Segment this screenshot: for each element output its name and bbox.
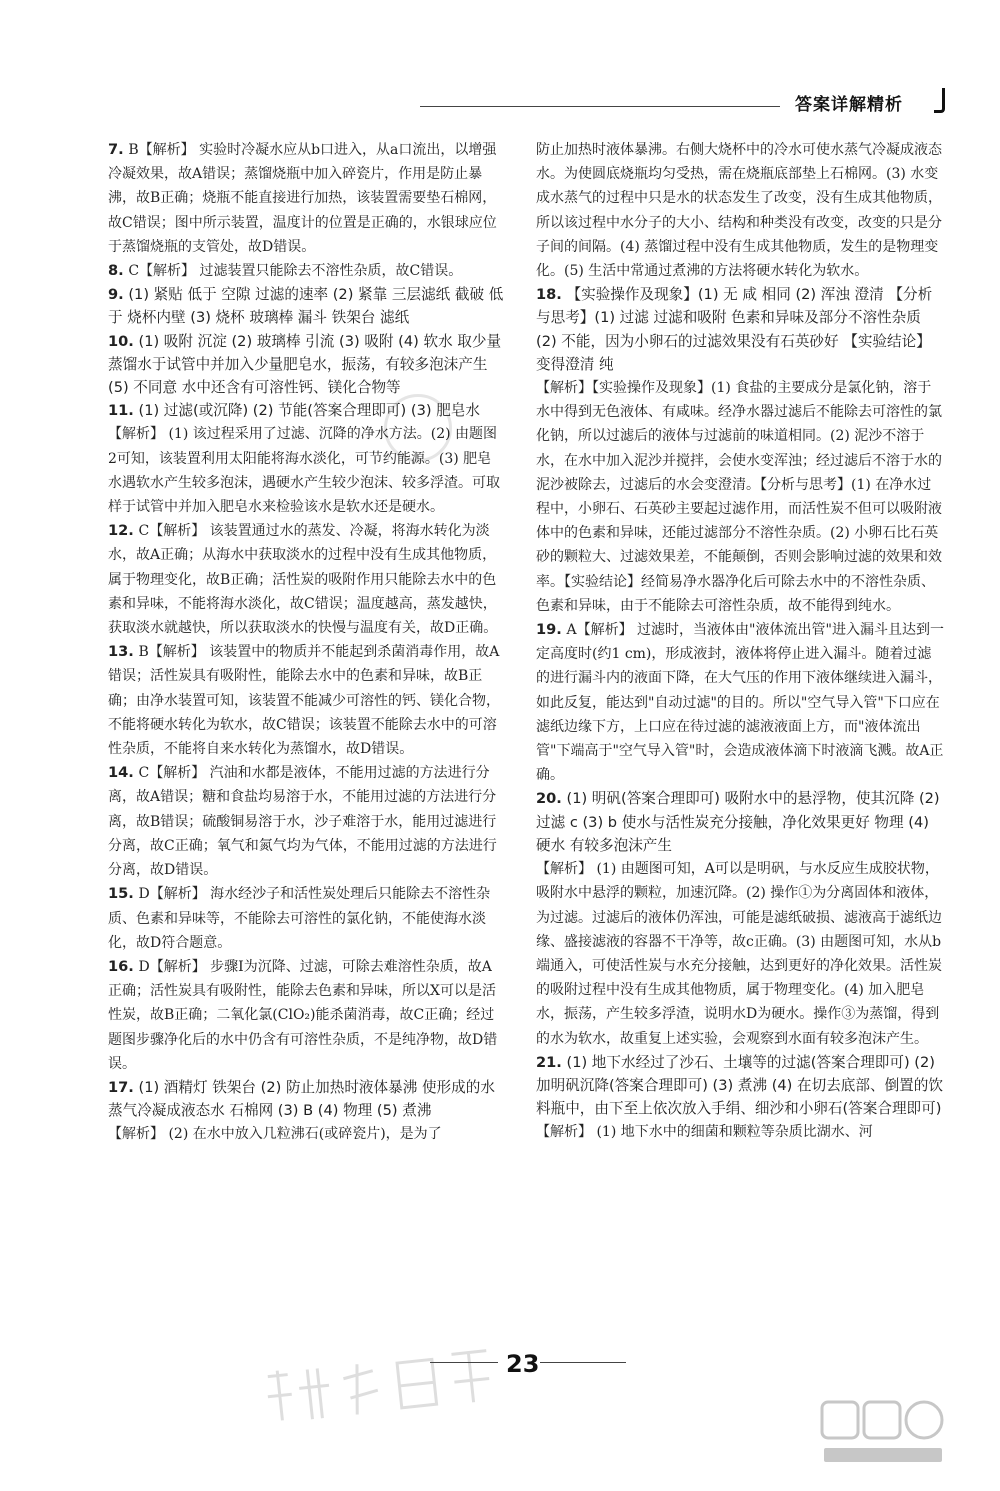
answer-item-12: 12. C【解析】 该装置通过水的蒸发、冷凝，将海水转化为淡水，故A正确；从海水中获取淡水的过程中没有生成其他物质，属于物理变化，故B正确；活性炭的吸附作用只能除去水中的色素和异味，不能将海水淡化，故C错误；温度越高，蒸发越快，获取淡水就越快，所以获取淡水的快慢与温度有关，故D正确。 xyxy=(108,522,498,637)
left-column xyxy=(108,138,504,1147)
answer-item-7: 7. B【解析】 实验时冷凝水应从b口进入，从a口流出，以增强冷凝效果，故A错误；蒸馏烧瓶中加入碎瓷片，作用是防止暴沸，故B正确；烧瓶不能直接进行加热，该装置需要垫石棉网，故C错误；图中所示装置，温度计的位置是正确的，水银球应位于蒸馏烧瓶的支管处，故D错误。 xyxy=(108,141,497,255)
answer-item-13: 13. B【解析】 该装置中的物质并不能起到杀菌消毒作用，故A错误；活性炭具有吸附性，能除去水中的色素和异味，故B正确；由净水装置可知，该装置不能减少可溶性的钙、镁化合物，不能将硬水转化为软水，故C错误；该装置不能除去水中的可溶性杂质，不能将自来水转化为蒸馏水，故D错误。 xyxy=(108,643,500,758)
answer-item-8: 8. C【解析】 过滤装置只能除去不溶性杂质，故C错误。 xyxy=(108,262,463,280)
header-bracket xyxy=(934,88,945,113)
answer-item-16: 16. D【解析】 步骤Ⅰ为沉降、过滤，可除去难溶性杂质，故A正确；活性炭具有吸附性，能除去色素和异味，所以X可以是活性炭，故B正确；二氧化氯(ClO₂)能杀菌消毒，故C正确；经过题图步骤净化后的水中仍含有可溶性杂质，不是纯净物，故D错误。 xyxy=(108,957,498,1072)
answer-item-14: 14. C【解析】 汽油和水都是液体，不能用过滤的方法进行分离，故A错误；糖和食盐均易溶于水，不能用过滤的方法进行分离，故B错误；硫酸铜易溶于水，沙子难溶于水，能用过滤进行分离，故C正确；氧气和氮气均为气体，不能用过滤的方法进行分离，故D错误。 xyxy=(108,764,497,879)
corner-logo-icon xyxy=(818,1396,948,1468)
answer-item-11: 11. (1) 过滤(或沉降) (2) 节能(答案合理即可) (3) 肥皂水 xyxy=(108,402,480,420)
answer-item-15: 15. D【解析】 海水经沙子和活性炭处理后只能除去不溶性杂质、色素和异味等，不能除去可溶性的氯化钠，不能使海水淡化，故D符合题意。 xyxy=(108,885,491,951)
answer-item-9: 9. (1) 紧贴 低于 空隙 过滤的速率 (2) 紧靠 三层滤纸 截破 低于 烧杯内壁 (3) 烧杯 玻璃棒 漏斗 铁架台 滤纸 xyxy=(108,286,504,327)
footer-rule-right xyxy=(540,1362,626,1363)
answer-item-21: 21. (1) 地下水经过了沙石、土壤等的过滤(答案合理即可) (2) 加明矾沉降(答案合理即可) (3) 煮沸 (4) 在切去底部、倒置的饮料瓶中，由下至上依次放入手绢、细沙和小卵石(答案合理即可) xyxy=(536,1053,943,1118)
analysis-17: 【解析】 (2) 在水中放入几粒沸石(或碎瓷片)，是为了 xyxy=(108,1126,442,1143)
answer-item-10: 10. (1) 吸附 沉淀 (2) 玻璃棒 引流 (3) 吸附 (4) 软水 取少量蒸馏水于试管中并加入少量肥皂水，振荡，有较多泡沫产生 (5) 不同意 水中还含有可溶性钙、镁化合物等 xyxy=(108,332,502,397)
page-number: 23 xyxy=(506,1350,540,1378)
footer-rule-left xyxy=(430,1362,498,1363)
answer-item-19: 19. A【解析】 过滤时，当液体由"液体流出管"进入漏斗且达到一定高度时(约1 cm)，形成液封，液体将停止进入漏斗。随着过滤的进行漏斗内的液面下降，在大气压的作用下液体继续进入漏斗，如此反复，能达到"自动过滤"的目的。所以"空气导入管"下口应在滤纸边缘下方，上口应在待过滤的滤液液面上方，而"液体流出管"下端高于"空气导入管"时，会造成液体滴下时液滴飞溅。故A正确。 xyxy=(536,621,944,784)
analysis-20: 【解析】 (1) 由题图可知，A可以是明矾，与水反应生成胶状物，吸附水中悬浮的颗粒，加速沉降。(2) 操作①为分离固体和液体，为过滤。过滤后的液体仍浑浊，可能是滤纸破损、滤液高于滤纸边缘、盛接滤液的容器不干净等，故c正确。(3) 由题图可知，水从b端通入，可使活性炭与水充分接触，达到更好的净化效果。活性炭的吸附过程中没有生成其他物质，属于物理变化。(4) 加入肥皂水，振荡，产生较多浮渣，说明水D为硬水。操作③为蒸馏，得到的水为软水，故重复上述实验，会观察到水面有较多泡沫产生。 xyxy=(536,861,942,1047)
right-column xyxy=(536,138,944,1145)
answer-item-17: 17. (1) 酒精灯 铁架台 (2) 防止加热时液体暴沸 使形成的水蒸气冷凝成液态水 石棉网 (3) B (4) 物理 (5) 煮沸 xyxy=(108,1078,495,1120)
analysis-17-continued: 防止加热时液体暴沸。右侧大烧杯中的冷水可使水蒸气冷凝成液态水。为使圆底烧瓶均匀受热，需在烧瓶底部垫上石棉网。(3) 水变成水蒸气的过程中只是水的状态发生了改变，没有生成其他物质，所以该过程中水分子的大小、结构和种类没有改变，改变的只是分子间的间隔。(4) 蒸馏过程中没有生成其他物质，发生的是物理变化。(5) 生活中常通过煮沸的方法将硬水转化为软水。 xyxy=(536,142,942,280)
answer-item-20: 20. (1) 明矾(答案合理即可) 吸附水中的悬浮物，使其沉降 (2) 过滤 c (3) b 使水与活性炭充分接触，净化效果更好 物理 (4) 硬水 有较多泡沫产生 xyxy=(536,790,940,854)
answer-item-18: 18. 【实验操作及现象】(1) 无 咸 相同 (2) 浑浊 澄清 【分析与思考】(1) 过滤 过滤和吸附 色素和异味及部分不溶性杂质 (2) 不能，因为小卵石的过滤效果没有石英砂好 【实验结论】变得澄清 纯 xyxy=(536,286,933,373)
analysis-18: 【解析】【实验操作及现象】(1) 食盐的主要成分是氯化钠，溶于水中得到无色液体、有咸味。经净水器过滤后不能除去可溶性的氯化钠，所以过滤后的液体与过滤前的味道相同。(2) 泥沙不溶于水，在水中加入泥沙并搅拌，会使水变浑浊；经过滤后不溶于水的泥沙被除去，过滤后的水会变澄清。【分析与思考】(1) 在净水过程中，小卵石、石英砂主要起过滤作用，而活性炭不但可以吸附液体中的色素和异味，还能过滤部分不溶性杂质。(2) 小卵石比石英砂的颗粒大、过滤效果差，不能颠倒，否则会影响过滤的效果和效率。【实验结论】经简易净水器净化后可除去水中的不溶性杂质、色素和异味，由于不能除去可溶性杂质，故不能得到纯水。 xyxy=(536,380,942,614)
page-header-title: 答案详解精析 xyxy=(795,95,903,115)
analysis-21: 【解析】 (1) 地下水中的细菌和颗粒等杂质比湖水、河 xyxy=(536,1124,873,1141)
header-rule xyxy=(420,106,780,107)
bottom-watermark xyxy=(256,1338,503,1447)
analysis-11: 【解析】 (1) 该过程采用了过滤、沉降的净水方法。(2) 由题图2可知，该装置利用太阳能将海水淡化，可节约能源。(3) 肥皂水遇软水产生较多泡沫，遇硬水产生较少泡沫、较多浮渣。可取样于试管中并加入肥皂水来检验该水是软水还是硬水。 xyxy=(108,426,500,516)
